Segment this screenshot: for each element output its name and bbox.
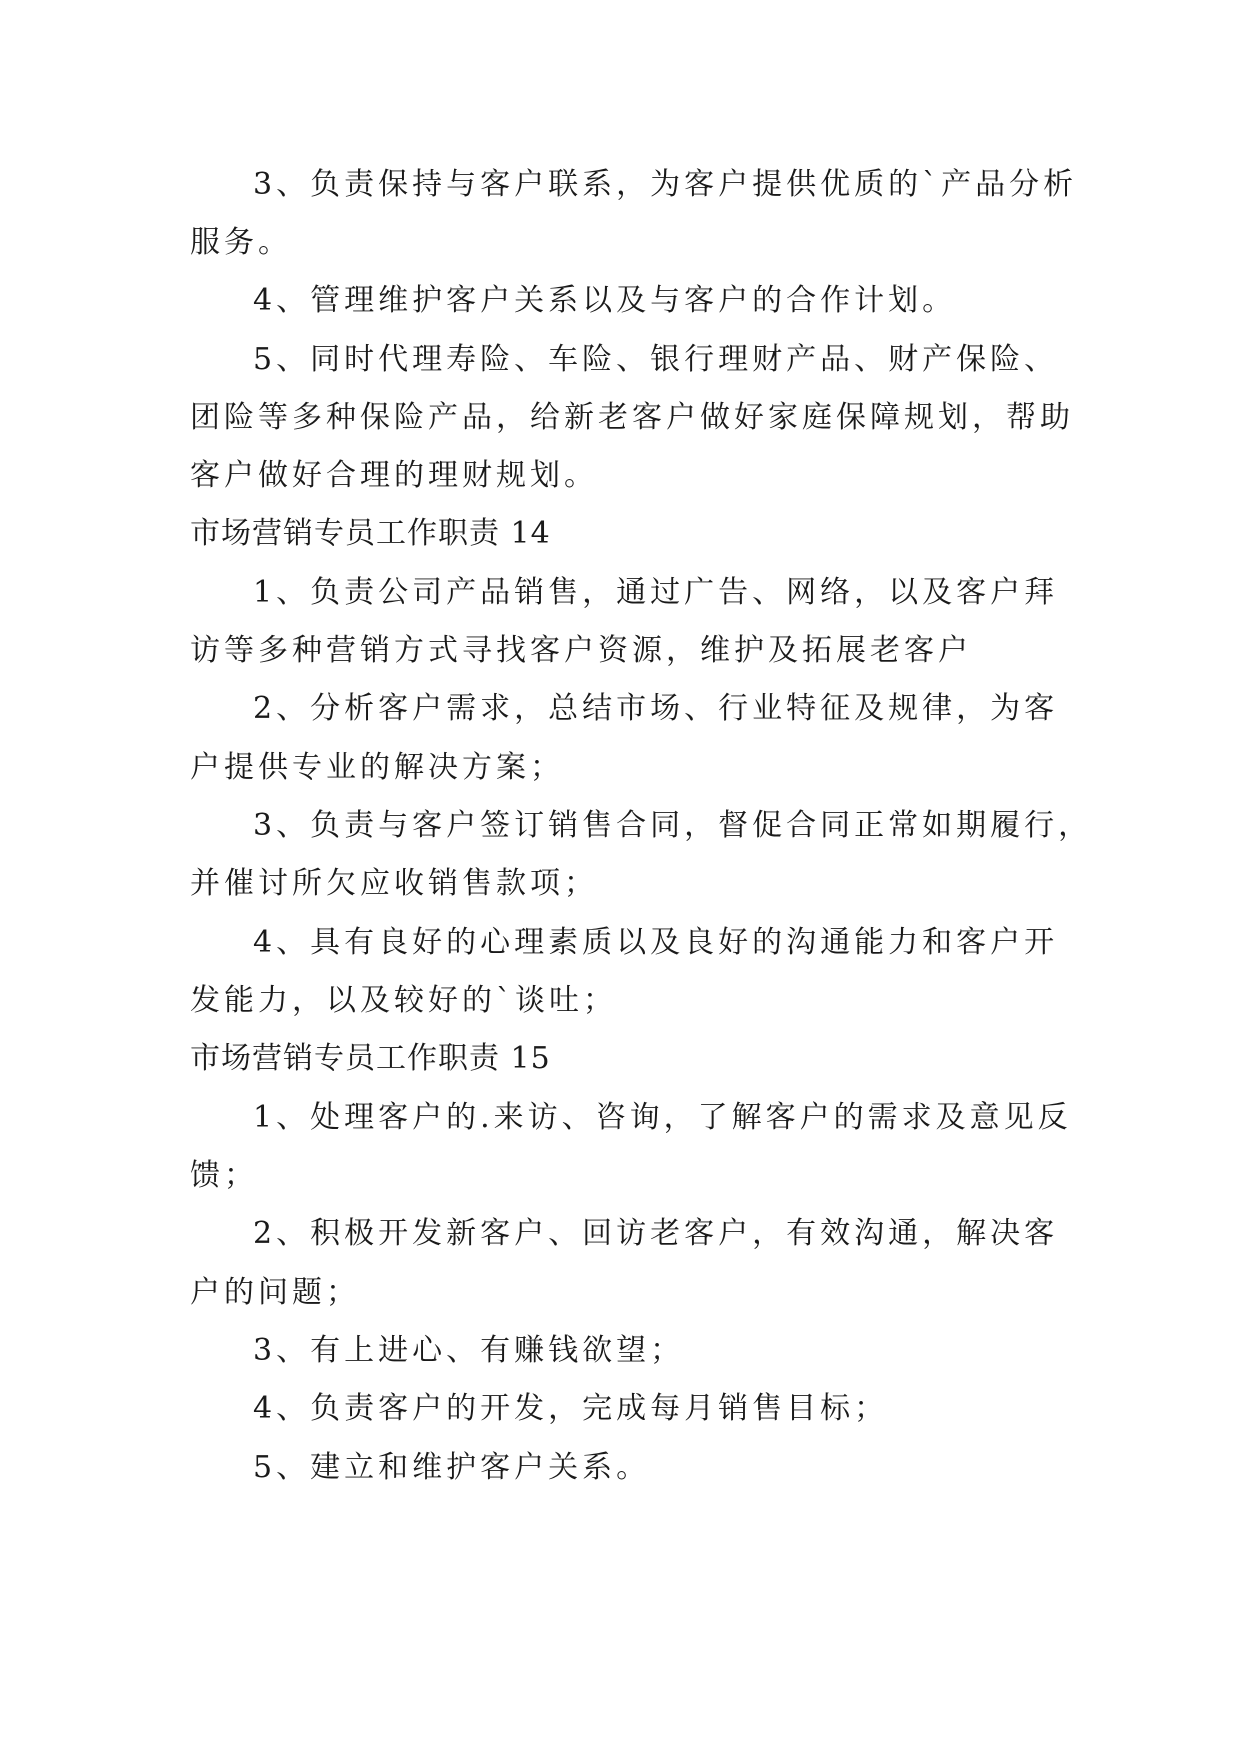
- text-line: 访等多种营销方式寻找客户资源，维护及拓展老客户: [190, 633, 972, 668]
- text-line: 3、有上进心、有赚钱欲望；: [253, 1333, 685, 1368]
- text-line: 客户做好合理的理财规划。: [190, 458, 598, 493]
- text-line: 并催讨所欠应收销售款项；: [190, 866, 598, 901]
- text-line: 3、负责保持与客户联系，为客户提供优质的`产品分析: [253, 167, 1078, 202]
- text-line: 4、具有良好的心理素质以及良好的沟通能力和客户开: [253, 925, 1059, 960]
- text-line: 户的问题；: [190, 1275, 360, 1310]
- text-line: 5、同时代理寿险、车险、银行理财产品、财产保险、: [253, 342, 1059, 377]
- section-heading: 市场营销专员工作职责 15: [190, 1041, 551, 1076]
- text-line: 3、负责与客户签订销售合同，督促合同正常如期履行，: [253, 808, 1093, 843]
- section-heading: 市场营销专员工作职责 14: [190, 516, 551, 551]
- text-line: 2、积极开发新客户、回访老客户，有效沟通，解决客: [253, 1216, 1059, 1251]
- text-line: 团险等多种保险产品，给新老客户做好家庭保障规划，帮助: [190, 400, 1074, 435]
- text-line: 2、分析客户需求，总结市场、行业特征及规律，为客: [253, 691, 1059, 726]
- text-line: 服务。: [190, 225, 292, 260]
- text-line: 4、负责客户的开发，完成每月销售目标；: [253, 1391, 889, 1426]
- text-line: 发能力，以及较好的`谈吐；: [190, 983, 617, 1018]
- text-line: 4、管理维护客户关系以及与客户的合作计划。: [253, 283, 957, 318]
- text-line: 1、处理客户的.来访、咨询，了解客户的需求及意见反: [253, 1100, 1072, 1135]
- text-line: 馈；: [190, 1158, 258, 1193]
- text-line: 5、建立和维护客户关系。: [253, 1450, 651, 1485]
- text-line: 户提供专业的解决方案；: [190, 750, 564, 785]
- text-line: 1、负责公司产品销售，通过广告、网络，以及客户拜: [253, 575, 1059, 610]
